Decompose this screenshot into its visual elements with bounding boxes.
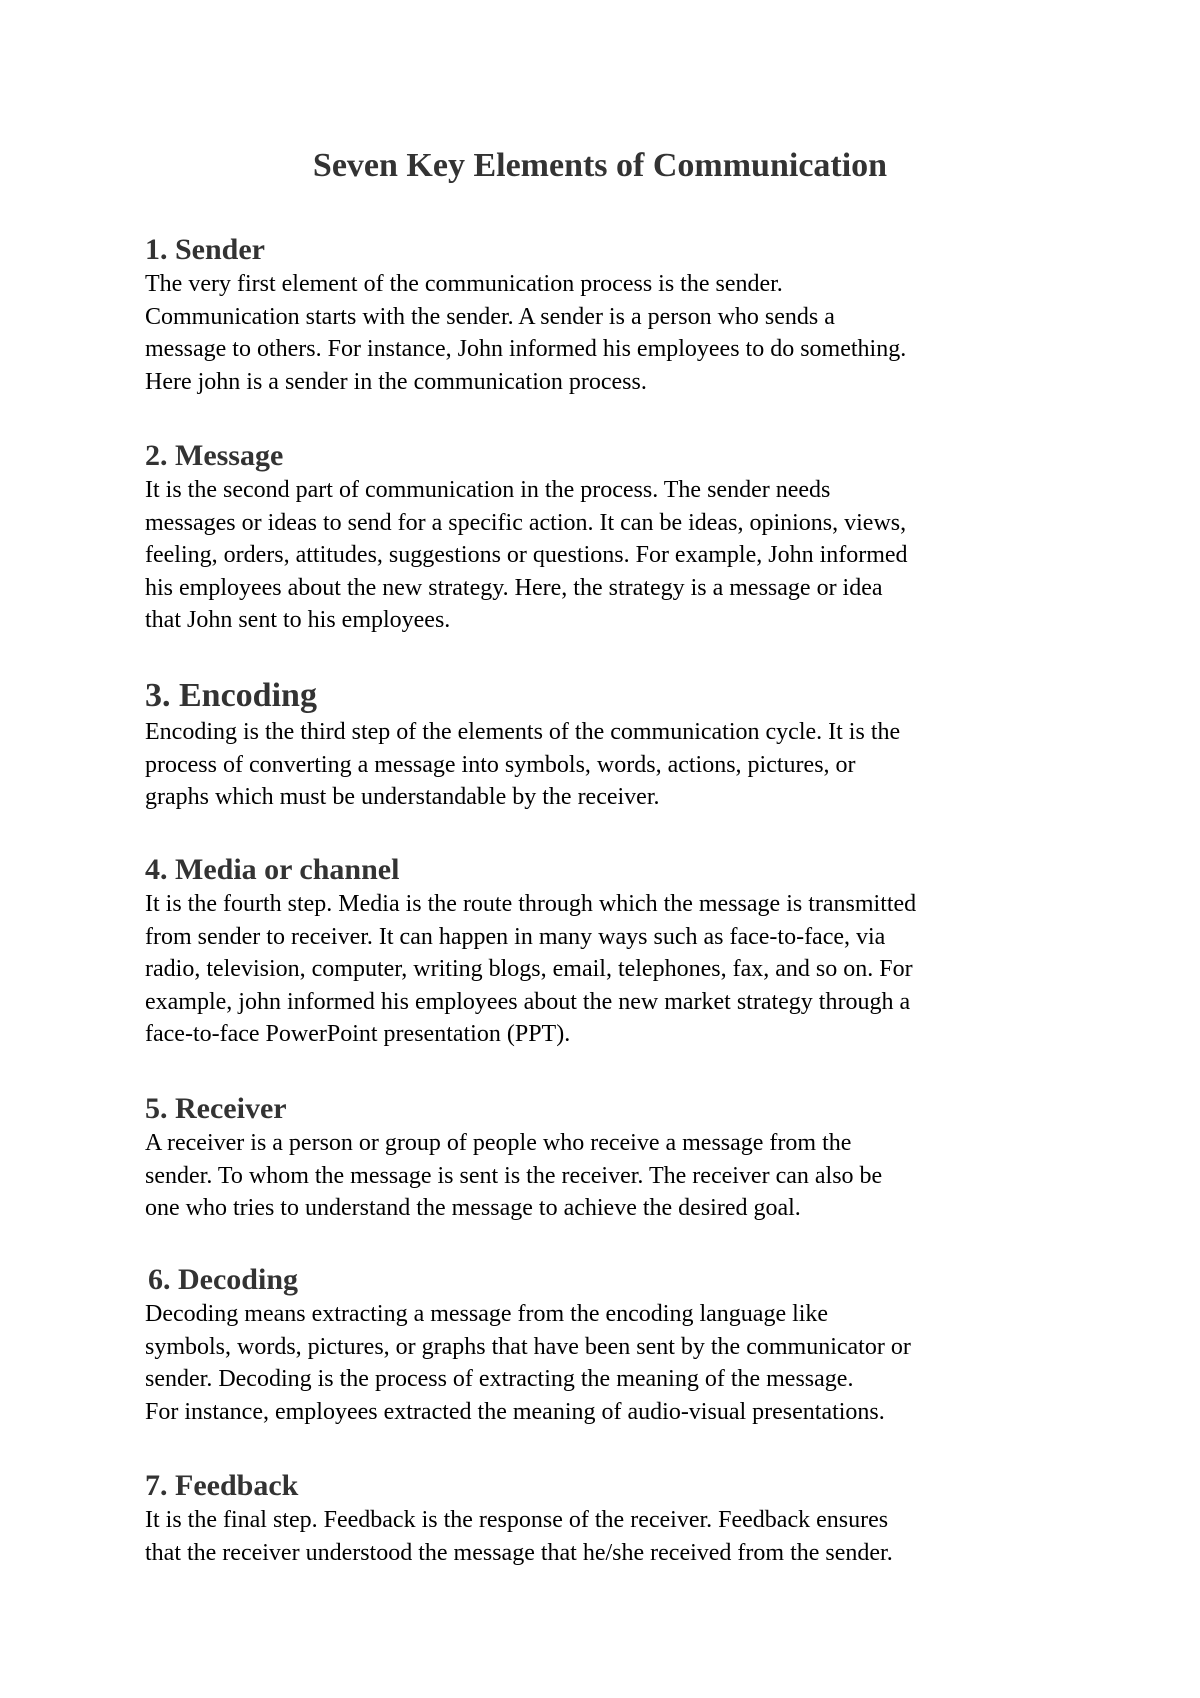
body-line: that the receiver understood the message that he/she received from the sender. (145, 1539, 893, 1566)
body-line: Encoding is the third step of the elements of the communication cycle. It is the (145, 719, 901, 745)
section-feedback (145, 1468, 1080, 1569)
section-heading: 4. Media or channel (145, 853, 400, 886)
body-line: process of converting a message into symbols, words, actions, pictures, or (145, 751, 856, 778)
body-line: For instance, employees extracted the meaning of audio-visual presentations. (145, 1398, 885, 1425)
section-heading: 3. Encoding (145, 677, 317, 714)
section-body (145, 1127, 1080, 1225)
body-line: Here john is a sender in the communication process. (145, 368, 647, 395)
body-line: sender. Decoding is the process of extracting the meaning of the message. (145, 1366, 854, 1392)
section-decoding (145, 1262, 1080, 1428)
section-body (145, 474, 1080, 637)
body-line: The very first element of the communication process is the sender. (145, 271, 783, 297)
body-line: from sender to receiver. It can happen in many ways such as face-to-face, via (145, 923, 886, 950)
section-encoding (145, 676, 1080, 814)
body-line: one who tries to understand the message to achieve the desired goal. (145, 1195, 801, 1221)
body-line: sender. To whom the message is sent is the receiver. The receiver can also be (145, 1162, 883, 1189)
body-line: A receiver is a person or group of people who receive a message from the (145, 1130, 852, 1156)
section-body (145, 268, 1080, 398)
section-media-or-channel (145, 852, 1080, 1051)
body-line: face-to-face PowerPoint presentation (PPT). (145, 1021, 571, 1047)
section-heading: 2. Message (145, 439, 284, 472)
body-line: that John sent to his employees. (145, 607, 451, 633)
section-body (145, 888, 1080, 1051)
section-receiver (145, 1091, 1080, 1225)
body-line: symbols, words, pictures, or graphs that have been sent by the communicator or (145, 1333, 911, 1360)
body-line: messages or ideas to send for a specific action. It can be ideas, opinions, views, (145, 509, 907, 536)
section-heading: 5. Receiver (145, 1092, 287, 1125)
section-heading: 1. Sender (145, 233, 265, 266)
body-line: example, john informed his employees about the new market strategy through a (145, 988, 911, 1015)
body-line: message to others. For instance, John informed his employees to do something. (145, 336, 907, 362)
section-body (145, 1298, 1080, 1428)
body-line: radio, television, computer, writing blogs, email, telephones, fax, and so on. For (145, 956, 913, 982)
body-line: his employees about the new strategy. Here, the strategy is a message or idea (145, 574, 883, 601)
section-sender (145, 232, 1080, 398)
section-body (145, 716, 1080, 814)
body-line: Decoding means extracting a message from the encoding language like (145, 1301, 829, 1327)
body-line: It is the final step. Feedback is the response of the receiver. Feedback ensures (145, 1507, 889, 1533)
body-line: graphs which must be understandable by the receiver. (145, 784, 660, 810)
section-heading: 7. Feedback (145, 1469, 299, 1502)
section-body (145, 1504, 1080, 1569)
body-line: It is the fourth step. Media is the route through which the message is transmitted (145, 891, 917, 917)
body-line: Communication starts with the sender. A sender is a person who sends a (145, 303, 835, 330)
section-heading: 6. Decoding (148, 1263, 298, 1296)
page-title: Seven Key Elements of Communication (312, 147, 888, 184)
body-line: It is the second part of communication in the process. The sender needs (145, 477, 831, 503)
body-line: feeling, orders, attitudes, suggestions or questions. For example, John informed (145, 542, 908, 568)
section-message (145, 438, 1080, 637)
